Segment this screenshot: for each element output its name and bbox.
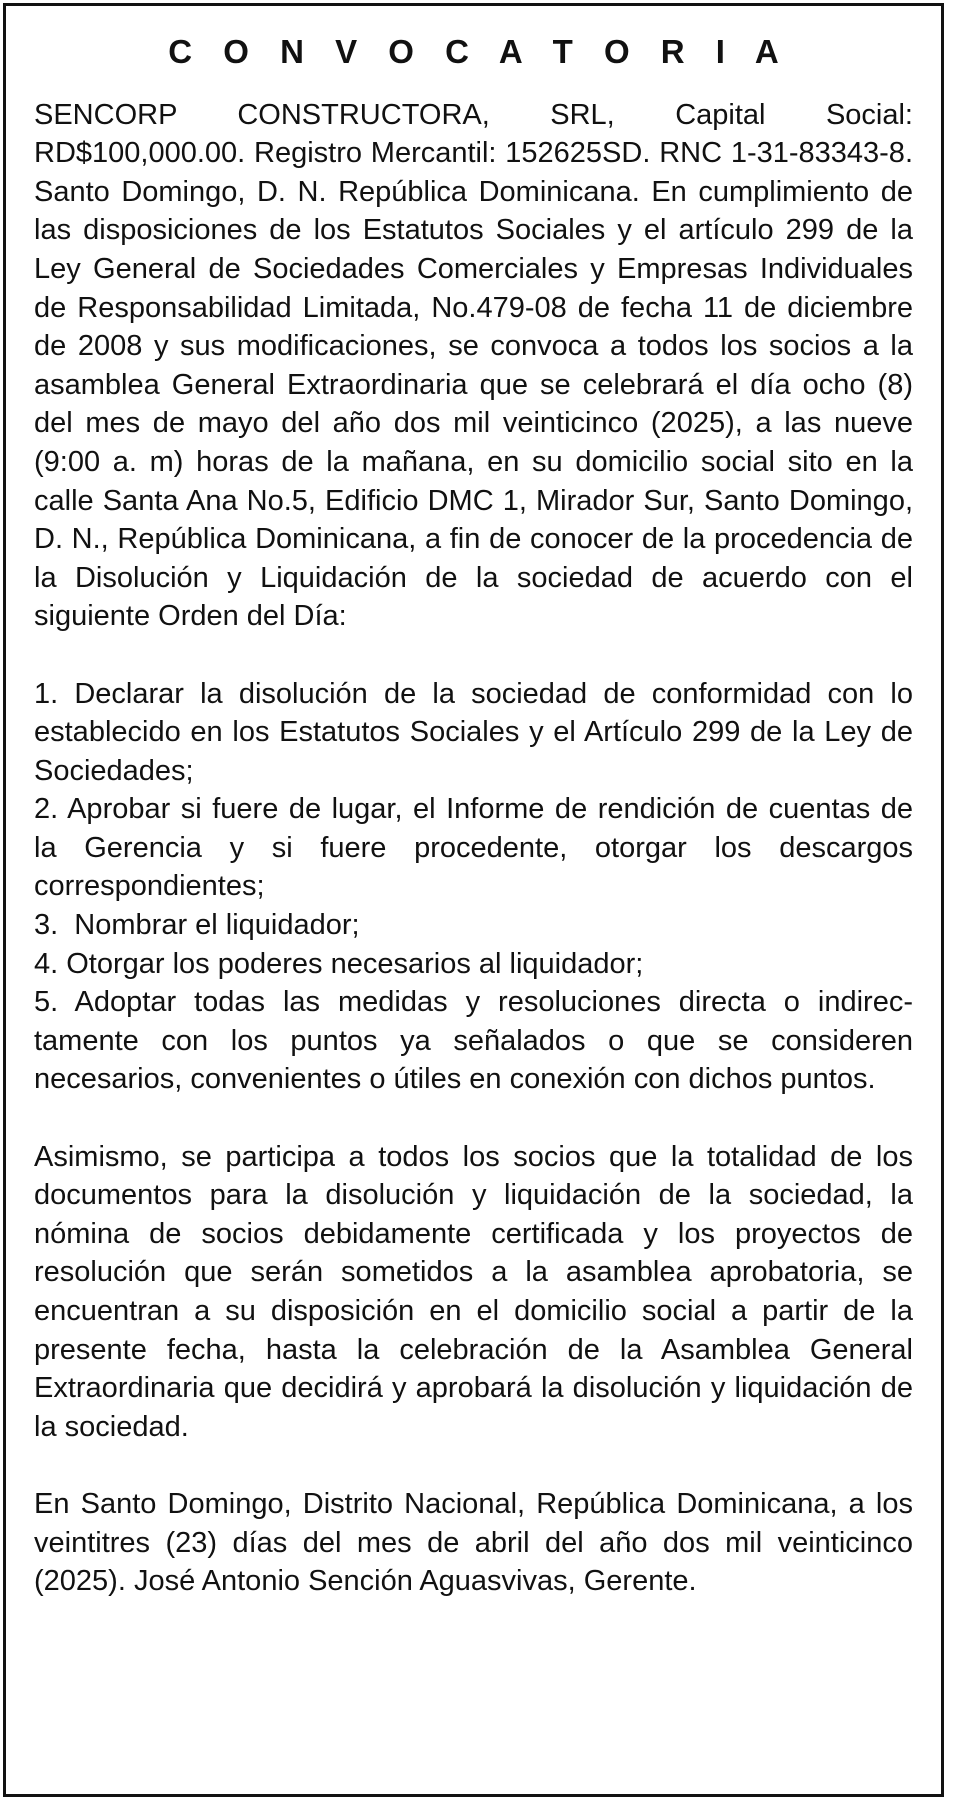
agenda-item-4: 4. Otorgar los poderes necesarios al liquidador; bbox=[34, 947, 644, 980]
document-title: C O N V O C A T O R I A bbox=[168, 33, 790, 70]
paragraph-gap bbox=[34, 1446, 913, 1485]
agenda-item-5: 5. Adoptar todas las medidas y resoluciones directa o indirectamente con los puntos ya señalados o que se consideren necesarios, convenientes o útiles en conexión con dichos puntos. bbox=[34, 986, 913, 1096]
paragraph-gap bbox=[34, 636, 913, 675]
intro-paragraph: SENCORP CONSTRUCTORA, SRL, Capital Social: RD$100,000.00. Registro Mercantil: 152625SD. RNC 1-31-83343-8. Santo Domingo, D. N. República Dominicana. En cumplimiento de las disposiciones de los Estatutos Sociales y el artículo 299 de la Ley General de Sociedades Comerciales y Empresas Individuales de Responsabilidad Limitada, No.479-08 de fecha 11 de diciembre de 2008 y sus modificaciones, se convoca a todos los socios a la asamblea General Extraordinaria que se celebrará el día ocho (8) del mes de mayo del año dos mil veinticinco (2025), a las nueve (9:00 a. m) horas de la mañana, en su domicilio social sito en la calle Santa Ana No.5, Edificio DMC 1, Mirador Sur, Santo Domingo, D. N., República Dominicana, a fin de conocer de la procedencia de la Disolución y Liquidación de la sociedad de acuerdo con el siguiente Orden del Día: bbox=[34, 98, 913, 633]
paragraph-gap bbox=[34, 1099, 913, 1138]
document-body bbox=[6, 96, 941, 1601]
agenda-item-1: 1. Declarar la disolución de la sociedad de conformidad con lo establecido en los Estatutos Sociales y el Artículo 299 de la Ley de Sociedades; bbox=[34, 677, 913, 787]
notice-paragraph: Asimismo, se participa a todos los socios que la totalidad de los documentos para la disolución y liquidación de la sociedad, la nómina de socios debidamente certificada y los proyectos de resolución que serán sometidos a la asamblea aprobatoria, se encuentran a su disposición en el domicilio social a partir de la presente fecha, hasta la celebración de la Asamblea General Extraordinaria que decidirá y aprobará la disolución y liquidación de la sociedad. bbox=[34, 1140, 913, 1443]
agenda-item-3: 3. Nombrar el liquidador; bbox=[34, 909, 360, 942]
agenda-list bbox=[34, 675, 913, 1100]
closing-paragraph: En Santo Domingo, Distrito Nacional, República Dominicana, a los veintitres (23) días del mes de abril del año dos mil veinticinco (2025). José Antonio Sención Aguasvivas, Gerente. bbox=[34, 1487, 913, 1598]
notice-frame bbox=[3, 3, 944, 1797]
agenda-item-2: 2. Aprobar si fuere de lugar, el Informe de rendición de cuentas de la Gerencia y si fuere procedente, otorgar los descargos correspondientes; bbox=[34, 793, 913, 903]
